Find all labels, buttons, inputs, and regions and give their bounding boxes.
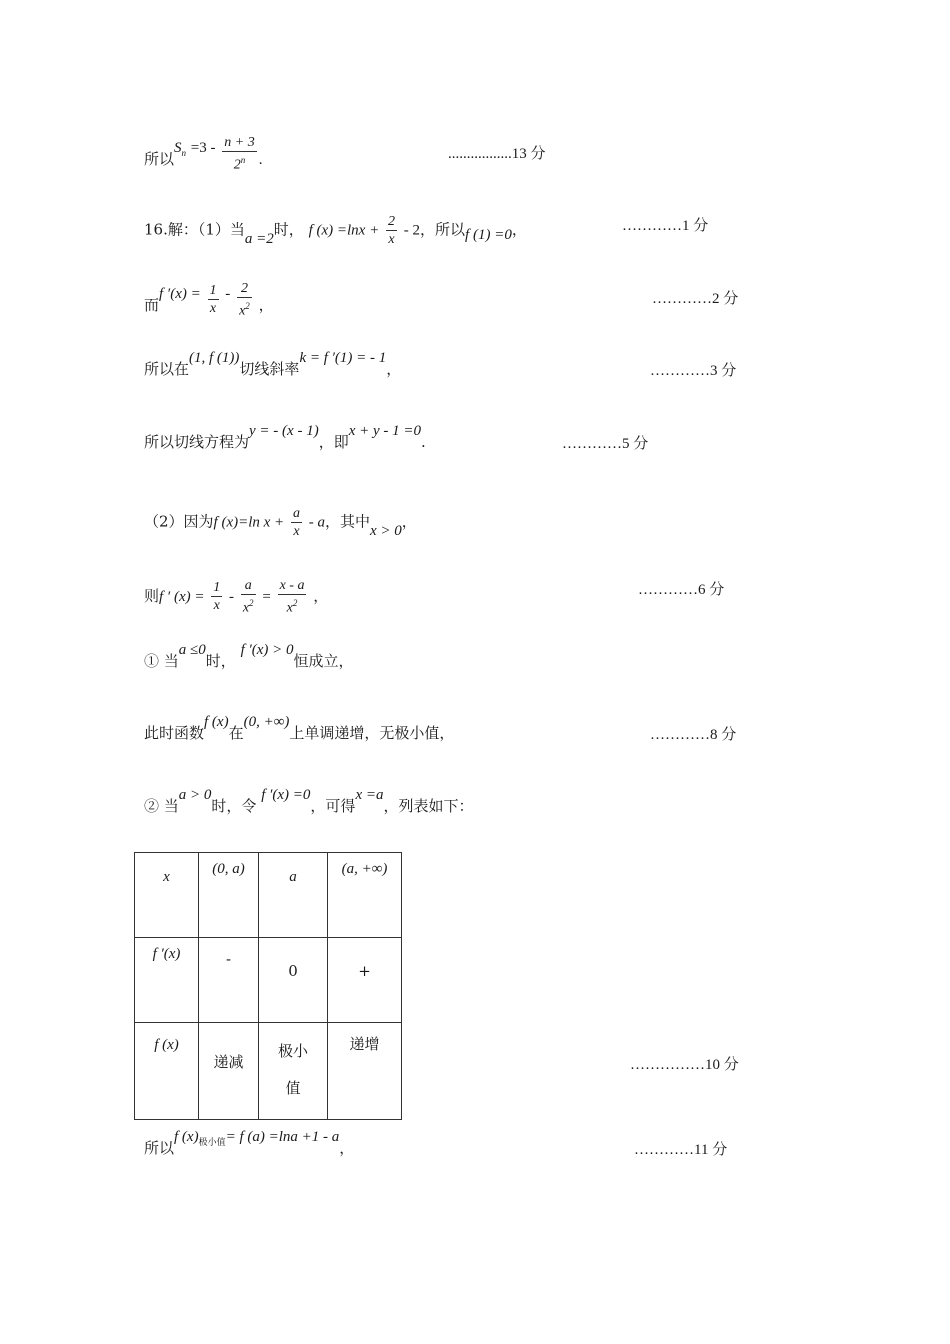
table-header-interval2: (a, +∞): [341, 861, 388, 877]
table-increasing: 递增: [349, 1035, 380, 1053]
line-tangent: 所以切线方程为y = - (x - 1)，即x + y - 1 =0.: [144, 423, 426, 451]
table-row-f: f (x): [154, 1037, 179, 1053]
table-minimum: 极小 值: [277, 1042, 308, 1097]
score-3: …………3 分: [650, 363, 737, 379]
score-6: …………6 分: [638, 582, 725, 598]
line-case1: ① 当a ≤0时， f ′(x) > 0恒成立，: [144, 642, 354, 670]
line-sn: 所以$S_n =3$ - $\frac{n + 3}{2^n}$ .: [144, 135, 263, 173]
line-derivative: 则f ′ (x) = $\frac{1}{x}$ - $\frac{a}{x^2}$ = $\frac{x - a}{x^2}$ ，: [144, 578, 329, 616]
line-16-part1: 16.解：（1）当a =2时， f (x) =lnx + $\frac{2}{x}$ - 2，所以f (1) =0，: [144, 214, 527, 247]
line-part2: （2）因为f (x)=ln x + $\frac{a}{x}$ - a，其中x > 0，: [144, 506, 417, 539]
line-case2: ② 当a > 0时，令 f ′(x) =0，可得x =a，列表如下：: [144, 787, 474, 815]
table-header-x: x: [163, 869, 170, 885]
table-sign-zero: 0: [288, 962, 298, 980]
table-decreasing: 递减: [213, 1053, 244, 1071]
fraction: $\frac{n + 3}{2^n}$: [224, 135, 255, 173]
line-slope: 所以在(1, f (1))切线斜率k = f ′(1) = - 1，: [144, 350, 402, 378]
table-sign-neg: -: [225, 950, 232, 968]
score-10: ……………10 分: [630, 1057, 739, 1073]
table-header-interval1: (0, a): [212, 861, 245, 877]
line-monotonic: 此时函数f (x)在(0, +∞)上单调递增，无极小值，: [144, 714, 455, 742]
score-8: …………8 分: [650, 727, 737, 743]
score-13: .................13 分: [448, 146, 546, 162]
sign-table: [134, 852, 402, 1120]
score-11: …………11 分: [634, 1142, 728, 1158]
line-derivative-a2: 而f ′(x) = $\frac{1}{x}$ - $\frac{2}{x^2}$ ，: [144, 281, 274, 319]
score-5: …………5 分: [562, 436, 649, 452]
score-2: …………2 分: [652, 291, 739, 307]
line-minimum-value: 所以f $(x)_{极小值}= f$ (a) =lna +1 - a，: [144, 1129, 355, 1157]
table-header-a: a: [289, 869, 297, 885]
table-sign-pos: +: [358, 962, 371, 980]
table-row-fprime: f ′(x): [152, 946, 181, 962]
score-1: …………1 分: [622, 218, 709, 234]
